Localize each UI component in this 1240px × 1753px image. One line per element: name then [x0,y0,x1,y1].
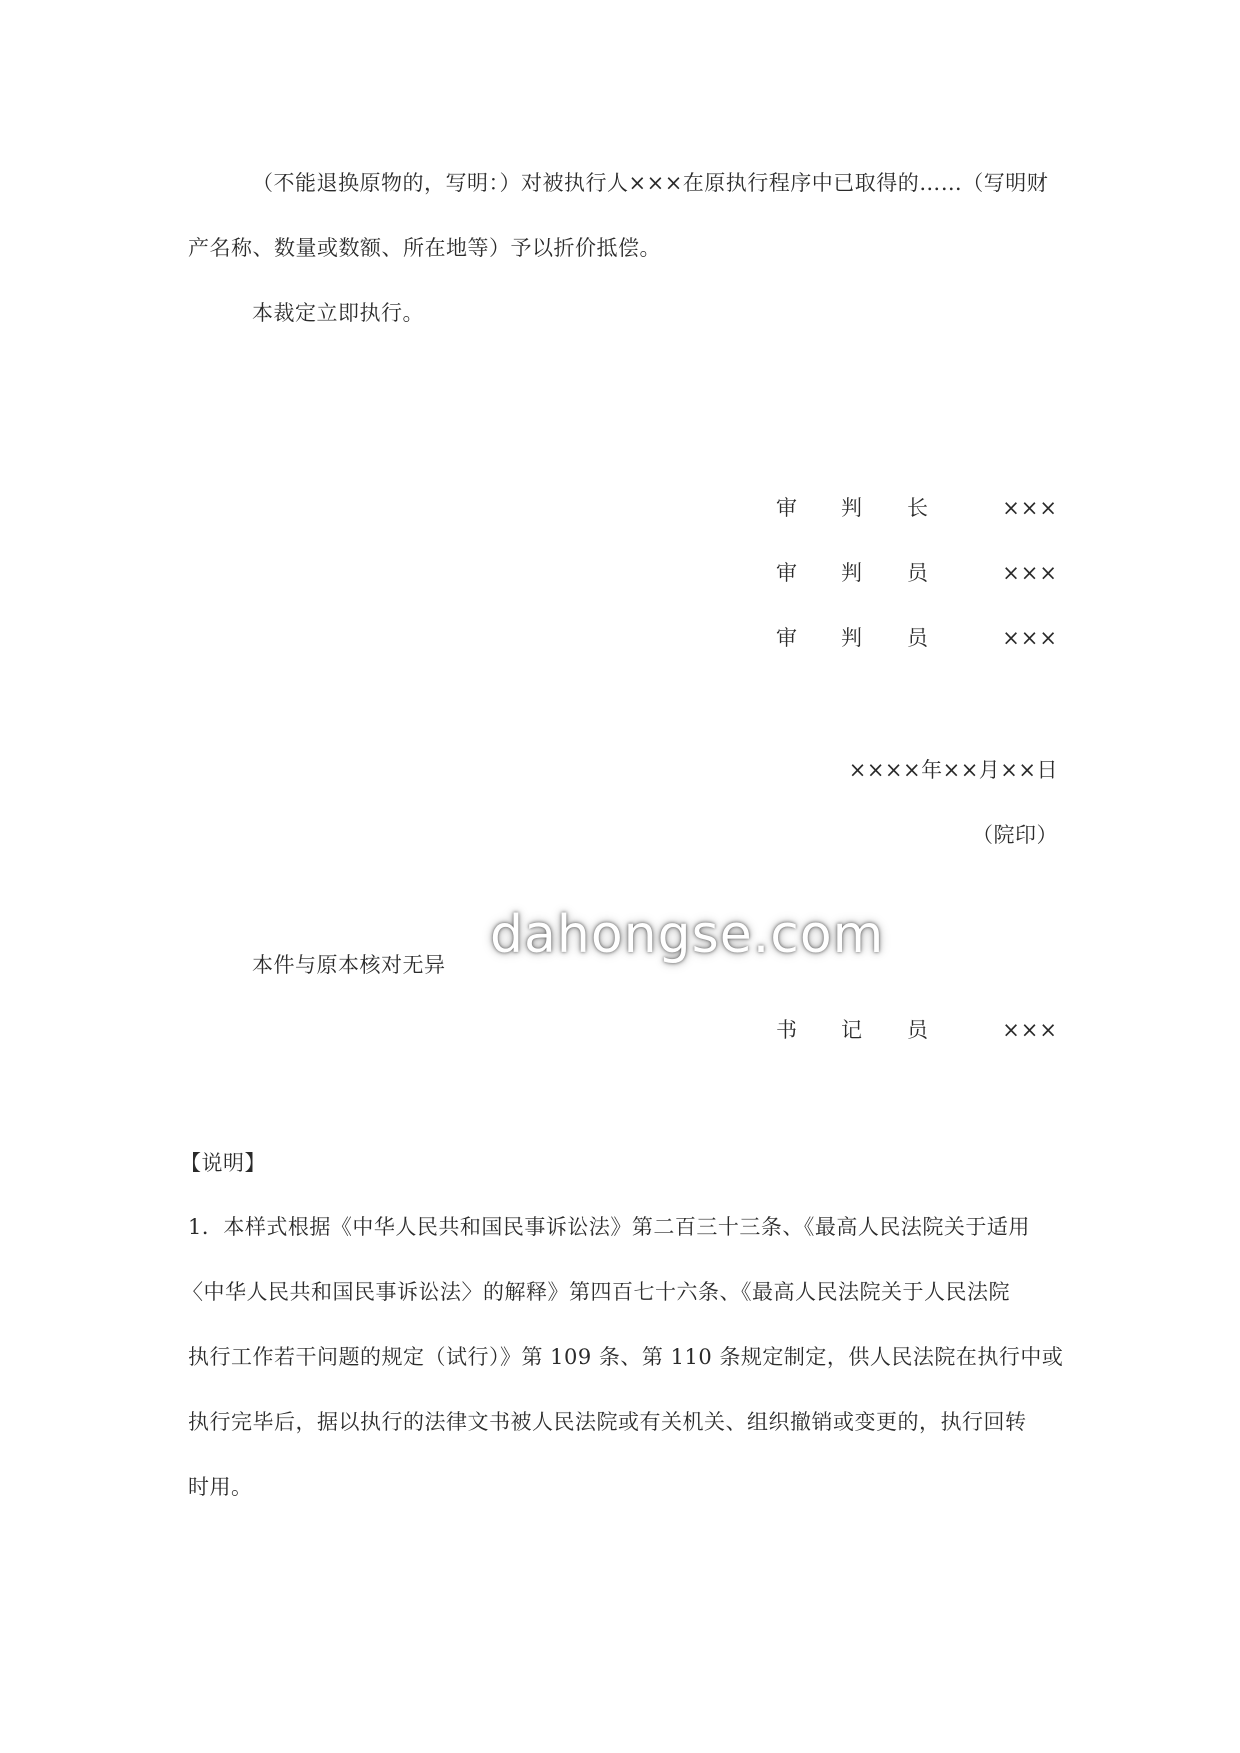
signature-title-char: 审 [776,561,797,585]
signature-name: ××× [1002,496,1058,520]
notes-line: 执行工作若干问题的规定（试行）》第 109 条、第 110 条规定制定，供人民法院在执行中或 [188,1345,1064,1369]
document-date: ××××年××月××日 [848,758,1058,782]
signature-title-char: 审 [776,496,797,520]
signature-title-char: 审 [776,626,797,650]
notes-line: 执行完毕后，据以执行的法律文书被人民法院或有关机关、组织撤销或变更的，执行回转 [188,1410,1027,1434]
body-paragraph-1-line-1: （不能退换原物的，写明：）对被执行人×××在原执行程序中已取得的……（写明财 [252,171,1049,195]
signature-name: ××× [1002,561,1058,585]
signature-name: ××× [1002,1018,1058,1042]
signature-title-char: 员 [907,626,928,650]
signature-title-char: 书 [776,1018,797,1042]
signature-row-clerk [776,1015,1058,1045]
body-paragraph-1-line-2: 产名称、数量或数额、所在地等）予以折价抵偿。 [188,236,661,260]
court-seal-note: （院印） [972,823,1058,847]
notes-line: 1．本样式根据《中华人民共和国民事诉讼法》第二百三十三条、《最高人民法院关于适用 [188,1215,1030,1239]
body-paragraph-2: 本裁定立即执行。 [252,301,424,325]
signature-title-char: 长 [907,496,928,520]
notes-line: 时用。 [188,1475,253,1499]
signature-row-presiding-judge [776,493,1058,523]
signature-title-char: 员 [907,561,928,585]
signature-title-char: 判 [841,561,862,585]
watermark: dahongse.com [490,905,885,965]
signature-title-char: 判 [841,496,862,520]
signature-title-char: 判 [841,626,862,650]
verification-note: 本件与原本核对无异 [252,953,446,977]
signature-name: ××× [1002,626,1058,650]
notes-heading: 【说明】 [180,1151,266,1175]
notes-line: 〈中华人民共和国民事诉讼法〉的解释》第四百七十六条、《最高人民法院关于人民法院 [182,1280,1010,1304]
signature-title-char: 记 [841,1018,862,1042]
signature-row-judge-1 [776,558,1058,588]
signature-row-judge-2 [776,623,1058,653]
signature-title-char: 员 [907,1018,928,1042]
